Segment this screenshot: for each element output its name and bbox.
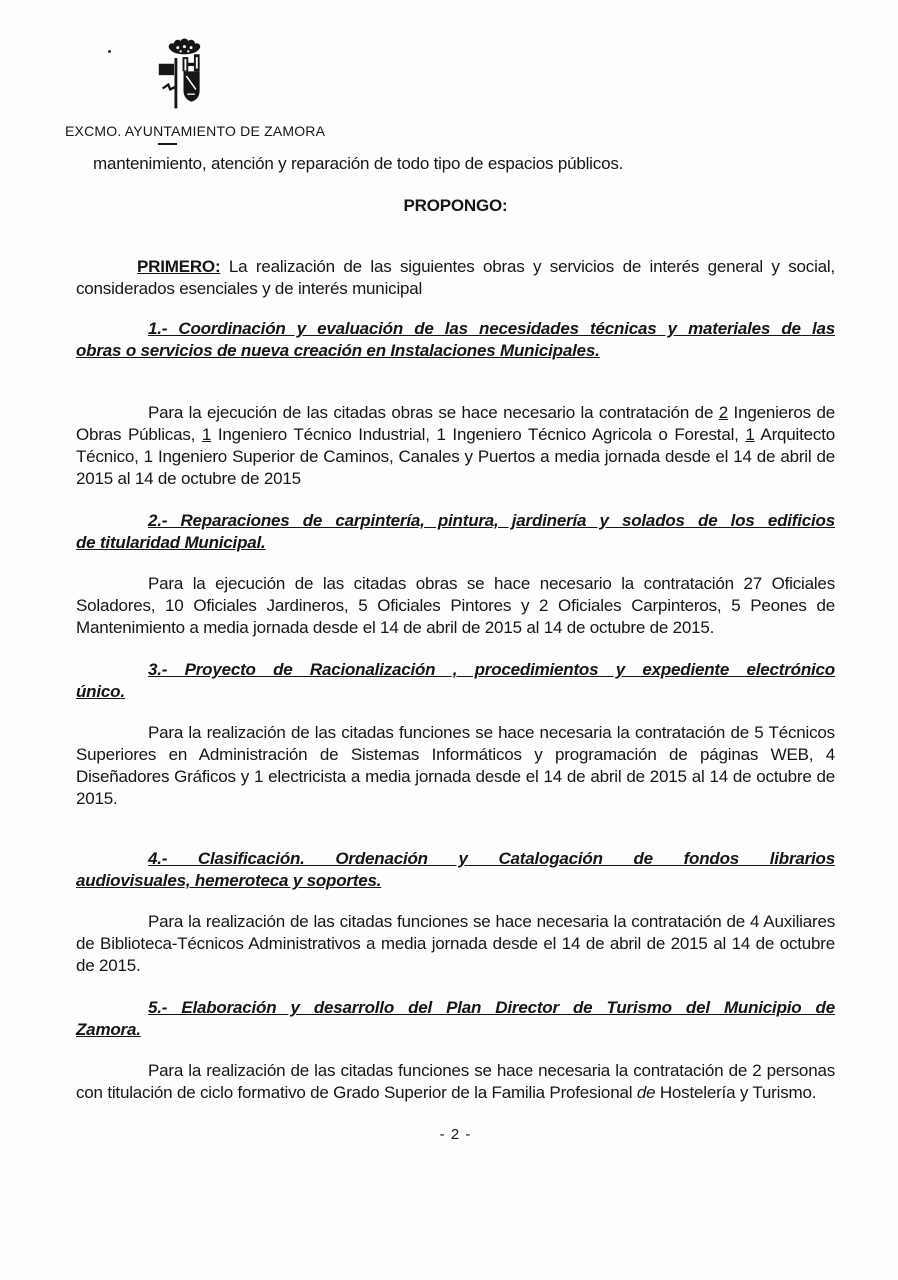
section-1-body bbox=[76, 402, 835, 490]
zamora-coat-of-arms-icon bbox=[155, 38, 212, 118]
section-2 bbox=[76, 510, 835, 639]
primero-label: PRIMERO: bbox=[137, 257, 221, 276]
section-title-line: 5.- Elaboración y desarrollo del Plan Director de Turismo del Municipio de bbox=[148, 998, 835, 1017]
body-text: Para la realización de las citadas funciones se hace necesaria la contratación de 2 personas con titulación de ciclo formativo de Grado Superior de la Familia Profesional bbox=[76, 1061, 835, 1102]
section-5-title bbox=[76, 997, 835, 1041]
underlined-number: 1 bbox=[745, 425, 755, 444]
section-title-line: 3.- Proyecto de Racionalización , procedimientos y expediente electrónico bbox=[148, 660, 835, 679]
org-name: EXCMO. AYUNTAMIENTO DE ZAMORA bbox=[65, 123, 326, 139]
intro-paragraph: mantenimiento, atención y reparación de todo tipo de espacios públicos. bbox=[93, 154, 624, 173]
section-title-line: obras o servicios de nueva creación en Instalaciones Municipales. bbox=[76, 341, 600, 360]
section-title-line: único. bbox=[76, 682, 125, 701]
section-5 bbox=[76, 997, 835, 1104]
section-title-line: 4.- Clasificación. Ordenación y Catalogación de fondos librarios bbox=[148, 849, 835, 868]
scan-speckle bbox=[108, 50, 111, 53]
body-text: Para la ejecución de las citadas obras se hace necesario la contratación de bbox=[148, 403, 719, 422]
body-text: Ingeniero Técnico Industrial, 1 Ingeniero Técnico Agricola o Forestal, bbox=[211, 425, 746, 444]
section-3 bbox=[76, 659, 835, 810]
section-4 bbox=[76, 848, 835, 977]
section-title-line: 2.- Reparaciones de carpintería, pintura, jardinería y solados de los edificios bbox=[148, 511, 835, 530]
page-number: - 2 - bbox=[439, 1126, 472, 1143]
body-text: Arquitecto Técnico, 1 Ingeniero Superior de Caminos, Canales y Puertos a media jornada desde el 14 de abril de 2015 al 14 de octubre de 2015 bbox=[76, 425, 835, 488]
section-4-body: Para la realización de las citadas funciones se hace necesaria la contratación de 4 Auxiliares de Biblioteca-Técnicos Administrativos a media jornada desde el 14 de abril de 2015 al 14 de octubre de 2015. bbox=[76, 912, 835, 975]
body-text: Hostelería y Turismo. bbox=[655, 1083, 817, 1102]
section-2-body: Para la ejecución de las citadas obras se hace necesario la contratación 27 Oficiales Soladores, 10 Oficiales Jardineros, 5 Oficiales Pintores y 2 Oficiales Carpinteros, 5 Peones de Mantenimiento a media jornada desde el 14 de abril de 2015 al 14 de octubre de 2015. bbox=[76, 574, 835, 637]
section-1-title bbox=[76, 318, 835, 362]
underlined-number: 2 bbox=[718, 403, 729, 422]
section-3-title bbox=[76, 659, 835, 703]
body-text: Ingenieros de Obras Públicas, bbox=[76, 403, 835, 444]
section-1 bbox=[76, 318, 835, 490]
org-name-underline bbox=[158, 143, 177, 145]
primero-paragraph bbox=[76, 256, 835, 300]
underlined-number: 1 bbox=[201, 425, 212, 444]
section-title-line: audiovisuales, hemeroteca y soportes. bbox=[76, 871, 382, 890]
section-title-line: 1.- Coordinación y evaluación de las necesidades técnicas y materiales de las bbox=[148, 319, 835, 338]
primero-text: La realización de las siguientes obras y servicios de interés general y social, considerados esenciales y de interés municipal bbox=[76, 257, 835, 298]
propongo-heading: PROPONGO: bbox=[403, 196, 508, 215]
section-2-title bbox=[76, 510, 835, 554]
section-4-title bbox=[76, 848, 835, 892]
section-title-line: de titularidad Municipal. bbox=[76, 533, 266, 552]
section-3-body: Para la realización de las citadas funciones se hace necesaria la contratación de 5 Técnicos Superiores en Administración de Sistemas Informáticos y programación de páginas WEB, 4 Diseñadores Gráficos y 1 electricista a media jornada desde el 14 de abril de 2015 al 14 de octubre de 2015. bbox=[76, 723, 835, 808]
section-5-body bbox=[76, 1060, 835, 1104]
document-header bbox=[65, 0, 835, 145]
section-title-line: Zamora. bbox=[76, 1020, 141, 1039]
italic-word: de bbox=[636, 1083, 656, 1102]
